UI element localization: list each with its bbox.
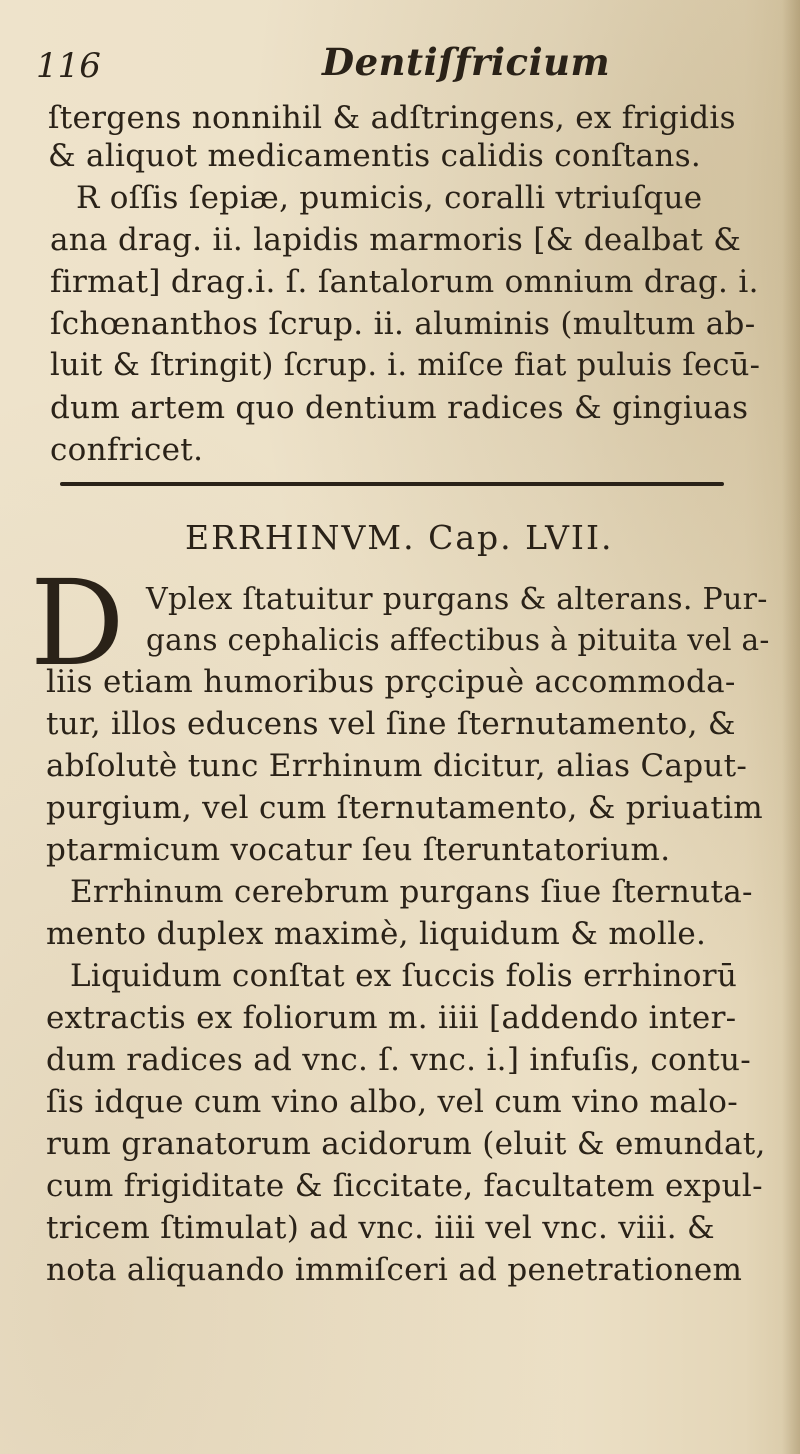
text-line: rum granatorum acidorum (eluit & emundat, <box>46 1126 766 1162</box>
text-line: cum frigiditate & ſiccitate, facultatem expul- <box>46 1168 763 1204</box>
text-line: firmat] drag.i. ſ. ſantalorum omnium drag. i. <box>50 264 759 300</box>
text-line: nota aliquando immiſceri ad penetrationem <box>46 1252 743 1288</box>
text-line: R oſſis ſepiæ, pumicis, coralli vtriuſque <box>76 180 703 216</box>
text-line: confricet. <box>50 432 204 468</box>
text-line: ſchœnanthos ſcrup. ii. aluminis (multum ab- <box>50 306 756 342</box>
text-line: extractis ex foliorum m. iiii [addendo inter- <box>46 1000 737 1036</box>
text-line: purgium, vel cum ſternutamento, & priuatim <box>46 790 764 826</box>
text-line: tricem ſtimulat) ad vnc. iiii vel vnc. viii. & <box>46 1210 715 1246</box>
text-line: ana drag. ii. lapidis marmoris [& dealbat & <box>50 222 742 258</box>
text-line: mento duplex maximè, liquidum & molle. <box>46 916 707 952</box>
page-number: 116 <box>36 46 101 86</box>
text-line: tur, illos educens vel ſine ſternutamento, & <box>46 706 736 742</box>
running-head <box>36 40 756 88</box>
text-line: abſolutè tunc Errhinum dicitur, alias Caput- <box>46 748 748 784</box>
text-line: liis etiam humoribus prçcipuè accommoda- <box>46 664 736 700</box>
running-head-title: Dentiſfricium <box>322 40 611 84</box>
text-line: luit & ſtringit) ſcrup. i. miſce fiat puluis ſecū- <box>50 348 761 383</box>
text-line: ptarmicum vocatur ſeu ſteruntatorium. <box>46 832 671 868</box>
text-line: Liquidum conſtat ex ſuccis folis errhinorū <box>70 958 738 994</box>
page-edge-shadow <box>782 0 800 1454</box>
text-line: ſtergens nonnihil & adſtringens, ex frigidis <box>48 100 736 136</box>
text-line: Vplex ſtatuitur purgans & alterans. Pur- <box>146 582 768 617</box>
drop-cap: D <box>30 554 125 692</box>
text-line: ſis idque cum vino albo, vel cum vino malo- <box>46 1084 738 1120</box>
chapter-heading: ERRHINVM. Cap. LVII. <box>185 518 614 557</box>
text-line: dum radices ad vnc. ſ. vnc. i.] infuſis, contu- <box>46 1042 752 1078</box>
text-line: & aliquot medicamentis calidis conſtans. <box>48 138 702 174</box>
section-divider-rule <box>60 482 724 486</box>
text-line: dum artem quo dentium radices & gingiuas <box>50 390 749 426</box>
text-line: gans cephalicis affectibus à pituita vel a- <box>146 623 770 657</box>
text-line: Errhinum cerebrum purgans ſiue ſternuta- <box>70 874 753 910</box>
